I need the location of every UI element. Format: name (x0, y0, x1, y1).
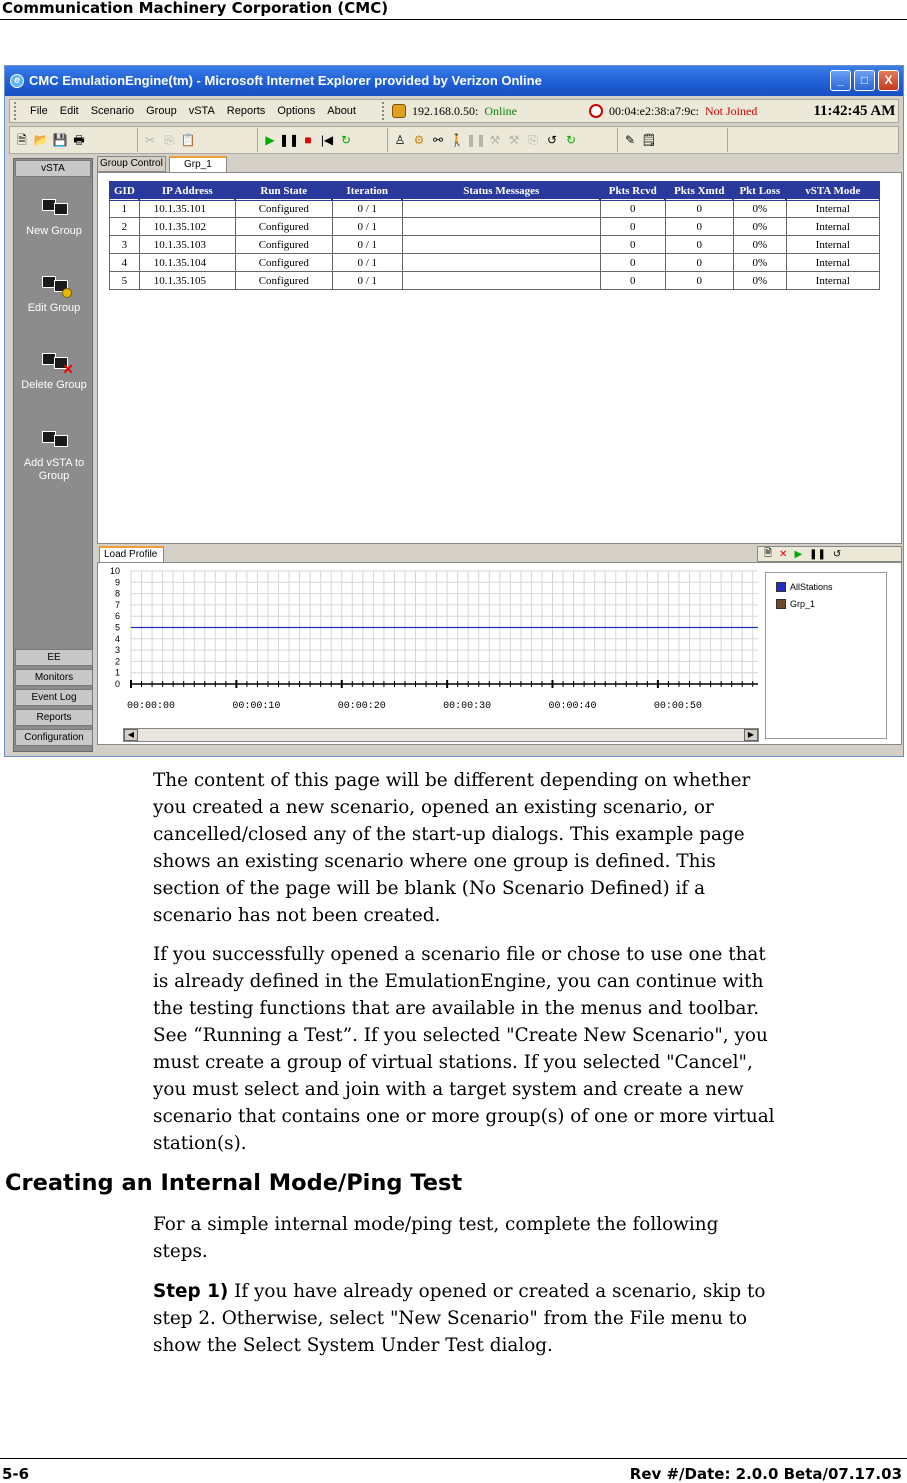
paragraph-3 (153, 1211, 898, 1265)
x-tick-label: 00:00:40 (548, 701, 597, 712)
play-icon[interactable]: ▶ (265, 133, 275, 147)
table-cell: 10.1.35.105 (139, 272, 235, 290)
menu-reports[interactable]: Reports (226, 105, 266, 117)
y-tick-label: 8 (114, 588, 120, 599)
text-line: you created a new scenario, opened an existing scenario, or (153, 797, 714, 818)
menu-file[interactable]: File (30, 105, 48, 117)
table-cell: Internal (786, 272, 879, 290)
new-file-icon[interactable]: 🗎 (17, 133, 27, 147)
column-header[interactable]: GID (110, 182, 140, 200)
paragraph-2 (153, 941, 898, 1157)
scroll-left-icon[interactable]: ◀ (124, 729, 138, 741)
table-cell (402, 272, 600, 290)
emulation-engine-screenshot (4, 65, 904, 757)
column-header[interactable]: Pkts Xmtd (665, 182, 733, 200)
y-tick-label: 5 (114, 622, 120, 633)
menu-group[interactable]: Group (146, 105, 177, 117)
text-line: If you successfully opened a scenario file or chose to use one that (153, 944, 766, 965)
disabled-tool2-icon[interactable]: ⚒ (508, 133, 520, 147)
footer-revision: Rev #/Date: 2.0.0 Beta/07.17.03 (629, 1465, 902, 1483)
text-line: cancelled/closed any of the start-up dialogs. This example page (153, 824, 745, 845)
scroll-right-icon[interactable]: ▶ (744, 729, 758, 741)
disabled-clip-icon[interactable]: ⎘ (528, 133, 538, 147)
table-row[interactable] (110, 236, 880, 254)
group-table (109, 181, 880, 290)
step-1-first-line: If you have already opened or created a scenario, skip to (228, 1281, 766, 1302)
legend-item-allstations (776, 582, 833, 592)
table-cell: 0 (600, 200, 665, 218)
network-status-icon (392, 104, 406, 118)
mac-address-status: 00:04:e2:38:a7:9c: (609, 103, 699, 118)
browser-title: CMC EmulationEngine(tm) - Microsoft Internet Explorer provided by Verizon Online (29, 73, 542, 88)
y-tick-label: 2 (114, 656, 120, 667)
table-cell: 0 / 1 (332, 272, 402, 290)
table-row[interactable] (110, 200, 880, 218)
refresh-icon[interactable]: ↻ (340, 133, 352, 147)
load-profile-tabbar (97, 546, 902, 562)
table-header-row (110, 182, 880, 200)
x-tick-label: 00:00:10 (232, 701, 281, 712)
tab-grp-1[interactable]: Grp_1 (169, 156, 227, 172)
text-line: must create a group of virtual stations. If you selected "Cancel", (153, 1052, 753, 1073)
text-line: the testing functions that are available in the menus and toolbar. (153, 998, 760, 1019)
table-cell: Internal (786, 218, 879, 236)
legend-label-allstations: AllStations (790, 582, 833, 592)
table-cell: 1 (110, 200, 140, 218)
ip-address-status: 192.168.0.50: (411, 103, 479, 118)
table-row[interactable] (110, 254, 880, 272)
table-cell: 0 (600, 272, 665, 290)
ip-online-state: Online (484, 103, 517, 118)
load-profile-tools (757, 546, 902, 562)
table-cell: 10.1.35.104 (139, 254, 235, 272)
text-line: section of the page will be blank (No Scenario Defined) if a (153, 878, 706, 899)
group-grid-pane (97, 172, 902, 544)
table-cell: 0% (733, 254, 786, 272)
text-line: See “Running a Test”. If you selected "Create New Scenario", you (153, 1025, 768, 1046)
chart-scrollbar[interactable] (123, 728, 759, 742)
text-line: scenario that contains one or more group(s) of one or more virtual (153, 1106, 775, 1127)
new-group-action[interactable] (14, 195, 94, 238)
table-cell: 10.1.35.103 (139, 236, 235, 254)
text-line: For a simple internal mode/ping test, complete the following (153, 1214, 719, 1235)
page-header (0, 0, 907, 20)
tab-load-profile[interactable]: Load Profile (99, 546, 164, 562)
column-header[interactable]: vSTA Mode (786, 182, 879, 200)
station-icon[interactable]: ♙ (394, 133, 406, 147)
group-tabs (97, 156, 901, 172)
y-tick-label: 6 (114, 611, 120, 622)
edit-group-label: Edit Group (27, 302, 81, 314)
save-icon[interactable]: 💾 (52, 133, 68, 147)
step-1-rest (153, 1305, 898, 1359)
disabled-pause-icon[interactable]: ❚❚ (465, 133, 487, 147)
nav-tab-reports[interactable]: Reports (15, 709, 93, 726)
header-title: Communication Machinery Corporation (CMC) (2, 0, 389, 17)
delete-group-label: Delete Group (21, 379, 87, 391)
add-vsta-label: Add vSTA to Group (23, 457, 85, 482)
chart-legend (765, 572, 887, 739)
table-cell: 0 (665, 236, 733, 254)
table-body (110, 200, 880, 290)
step-1-label: Step 1) (153, 1281, 229, 1302)
table-cell: 2 (110, 218, 140, 236)
table-cell: 0 (665, 218, 733, 236)
maximize-button[interactable]: □ (854, 70, 875, 91)
x-tick-label: 00:00:50 (653, 701, 702, 712)
legend-swatch-grp-1 (776, 599, 786, 609)
y-tick-label: 3 (114, 645, 120, 656)
table-cell (402, 200, 600, 218)
column-header[interactable]: IP Address (139, 182, 235, 200)
link-icon[interactable]: ⚯ (432, 133, 444, 147)
menu-bar (9, 99, 899, 123)
open-folder-icon[interactable]: 📂 (33, 133, 49, 147)
lp-reset-icon[interactable]: ↺ (832, 548, 842, 560)
table-cell (402, 218, 600, 236)
y-tick-label: 1 (114, 667, 120, 678)
text-line: station(s). (153, 1133, 247, 1154)
x-tick-label: 00:00:20 (337, 701, 386, 712)
text-line: show the Select System Under Test dialog. (153, 1335, 553, 1356)
column-header[interactable]: Iteration (332, 182, 402, 200)
y-tick-label: 4 (114, 633, 120, 644)
copy-icon[interactable]: ⎘ (164, 133, 174, 147)
print-icon[interactable]: 🖶 (73, 133, 85, 147)
menu-options[interactable]: Options (277, 105, 316, 117)
reload-icon[interactable]: ↺ (546, 133, 558, 147)
connection-status (392, 103, 895, 120)
paste-icon[interactable]: 📋 (180, 133, 196, 147)
pause-icon[interactable]: ❚❚ (278, 133, 300, 147)
table-cell: 0% (733, 218, 786, 236)
notes-icon[interactable]: ✎ (624, 133, 636, 147)
table-cell (402, 254, 600, 272)
text-line: scenario has not been created. (153, 905, 441, 926)
table-cell: Internal (786, 254, 879, 272)
lp-pause-icon[interactable]: ❚❚ (809, 548, 826, 560)
table-cell: Internal (786, 236, 879, 254)
edit-group-action[interactable] (14, 272, 94, 315)
disabled-tool-icon[interactable]: ⚒ (489, 133, 501, 147)
delete-group-action[interactable]: ✕ Delete Group (14, 349, 94, 392)
lp-edit-icon[interactable]: 🗎 (764, 547, 773, 559)
tab-group-control[interactable]: Group Control (97, 156, 166, 172)
menu-grip (14, 102, 20, 120)
nav-tab-event-log[interactable]: Event Log (15, 689, 93, 706)
table-cell: 0 (665, 200, 733, 218)
table-cell: 0 / 1 (332, 218, 402, 236)
x-tick-label: 00:00:00 (127, 701, 176, 712)
table-cell: 4 (110, 254, 140, 272)
nav-tab-configuration[interactable]: Configuration (15, 729, 93, 746)
text-line: is already defined in the EmulationEngine, you can continue with (153, 971, 764, 992)
window-controls (830, 70, 899, 91)
footer-page-number: 5-6 (2, 1465, 30, 1483)
table-cell: 0 (600, 254, 665, 272)
menu-scenario[interactable]: Scenario (90, 105, 135, 117)
legend-item-grp-1 (776, 599, 815, 609)
text-line: you must select and join with a target system and create a new (153, 1079, 744, 1100)
table-cell: 5 (110, 272, 140, 290)
new-group-label: New Group (26, 225, 82, 237)
table-cell: 0% (733, 272, 786, 290)
y-tick-label: 10 (109, 566, 120, 576)
table-cell: 0% (733, 236, 786, 254)
table-cell: 0 (665, 272, 733, 290)
nav-bottom-tabs (14, 648, 94, 749)
table-cell: Configured (235, 218, 332, 236)
table-cell (402, 236, 600, 254)
table-cell: Configured (235, 272, 332, 290)
toolbar (9, 126, 899, 154)
column-header[interactable]: Status Messages (402, 182, 600, 200)
column-header[interactable]: Pkts Rcvd (600, 182, 665, 200)
y-tick-label: 7 (114, 599, 120, 610)
nav-tab-monitors[interactable]: Monitors (15, 669, 93, 686)
load-profile-chart (98, 563, 763, 728)
sync-icon[interactable]: ↻ (565, 133, 577, 147)
table-cell: 0 (600, 236, 665, 254)
group-edit-icon[interactable]: ⚙ (413, 133, 425, 147)
text-line: steps. (153, 1241, 208, 1262)
y-tick-label: 0 (114, 679, 120, 689)
table-row[interactable] (110, 218, 880, 236)
table-row[interactable] (110, 272, 880, 290)
walk-icon[interactable]: 🚶 (449, 133, 465, 147)
x-tick-label: 00:00:30 (443, 701, 492, 712)
ie-logo-icon: e (10, 74, 24, 88)
status-grip (382, 102, 388, 120)
column-header[interactable]: Run State (235, 182, 332, 200)
table-cell: 0 / 1 (332, 200, 402, 218)
y-tick-label: 9 (114, 577, 120, 588)
table-cell: 0% (733, 200, 786, 218)
nav-tab-ee[interactable]: EE (15, 649, 93, 666)
report-icon[interactable]: 🗒 (641, 133, 657, 147)
table-cell: 0 (665, 254, 733, 272)
table-cell: 0 / 1 (332, 236, 402, 254)
step-1 (153, 1278, 898, 1359)
table-cell: 10.1.35.101 (139, 200, 235, 218)
page-footer (0, 1458, 907, 1483)
table-cell: 0 / 1 (332, 254, 402, 272)
rewind-icon[interactable]: |◀ (320, 133, 334, 147)
table-cell: Configured (235, 254, 332, 272)
clock: 11:42:45 AM (813, 102, 896, 119)
section-heading: Creating an Internal Mode/Ping Test (5, 1170, 463, 1196)
minimize-button[interactable]: _ (830, 70, 851, 91)
table-cell: 0 (600, 218, 665, 236)
browser-title-bar (5, 66, 903, 96)
load-profile-pane (97, 562, 902, 745)
target-icon (589, 104, 603, 118)
nav-tab-vsta[interactable]: vSTA (15, 160, 91, 177)
table-cell: 10.1.35.102 (139, 218, 235, 236)
text-line: The content of this page will be different depending on whether (153, 770, 751, 791)
column-header[interactable]: Pkt Loss (733, 182, 786, 200)
table-cell: 3 (110, 236, 140, 254)
legend-swatch-allstations (776, 582, 786, 592)
table-cell: Internal (786, 200, 879, 218)
menu-edit[interactable]: Edit (59, 105, 79, 117)
menu-vsta[interactable]: vSTA (188, 105, 215, 117)
mac-join-state: Not Joined (704, 103, 758, 118)
lp-delete-icon[interactable]: ✕ (779, 548, 788, 560)
paragraph-1 (153, 767, 898, 929)
text-line: step 2. Otherwise, select "New Scenario" from the File menu to (153, 1308, 748, 1329)
text-line: shows an existing scenario where one group is defined. This (153, 851, 716, 872)
table-cell: Configured (235, 200, 332, 218)
left-nav (13, 158, 93, 752)
add-vsta-action[interactable] (14, 427, 94, 483)
menu-about[interactable]: About (327, 105, 356, 117)
lp-play-icon[interactable]: ▶ (794, 548, 803, 560)
table-cell: Configured (235, 236, 332, 254)
cut-icon[interactable]: ✂ (144, 133, 156, 147)
legend-label-grp-1: Grp_1 (790, 599, 816, 609)
close-button[interactable]: X (878, 70, 899, 91)
stop-icon[interactable]: ■ (304, 133, 312, 147)
